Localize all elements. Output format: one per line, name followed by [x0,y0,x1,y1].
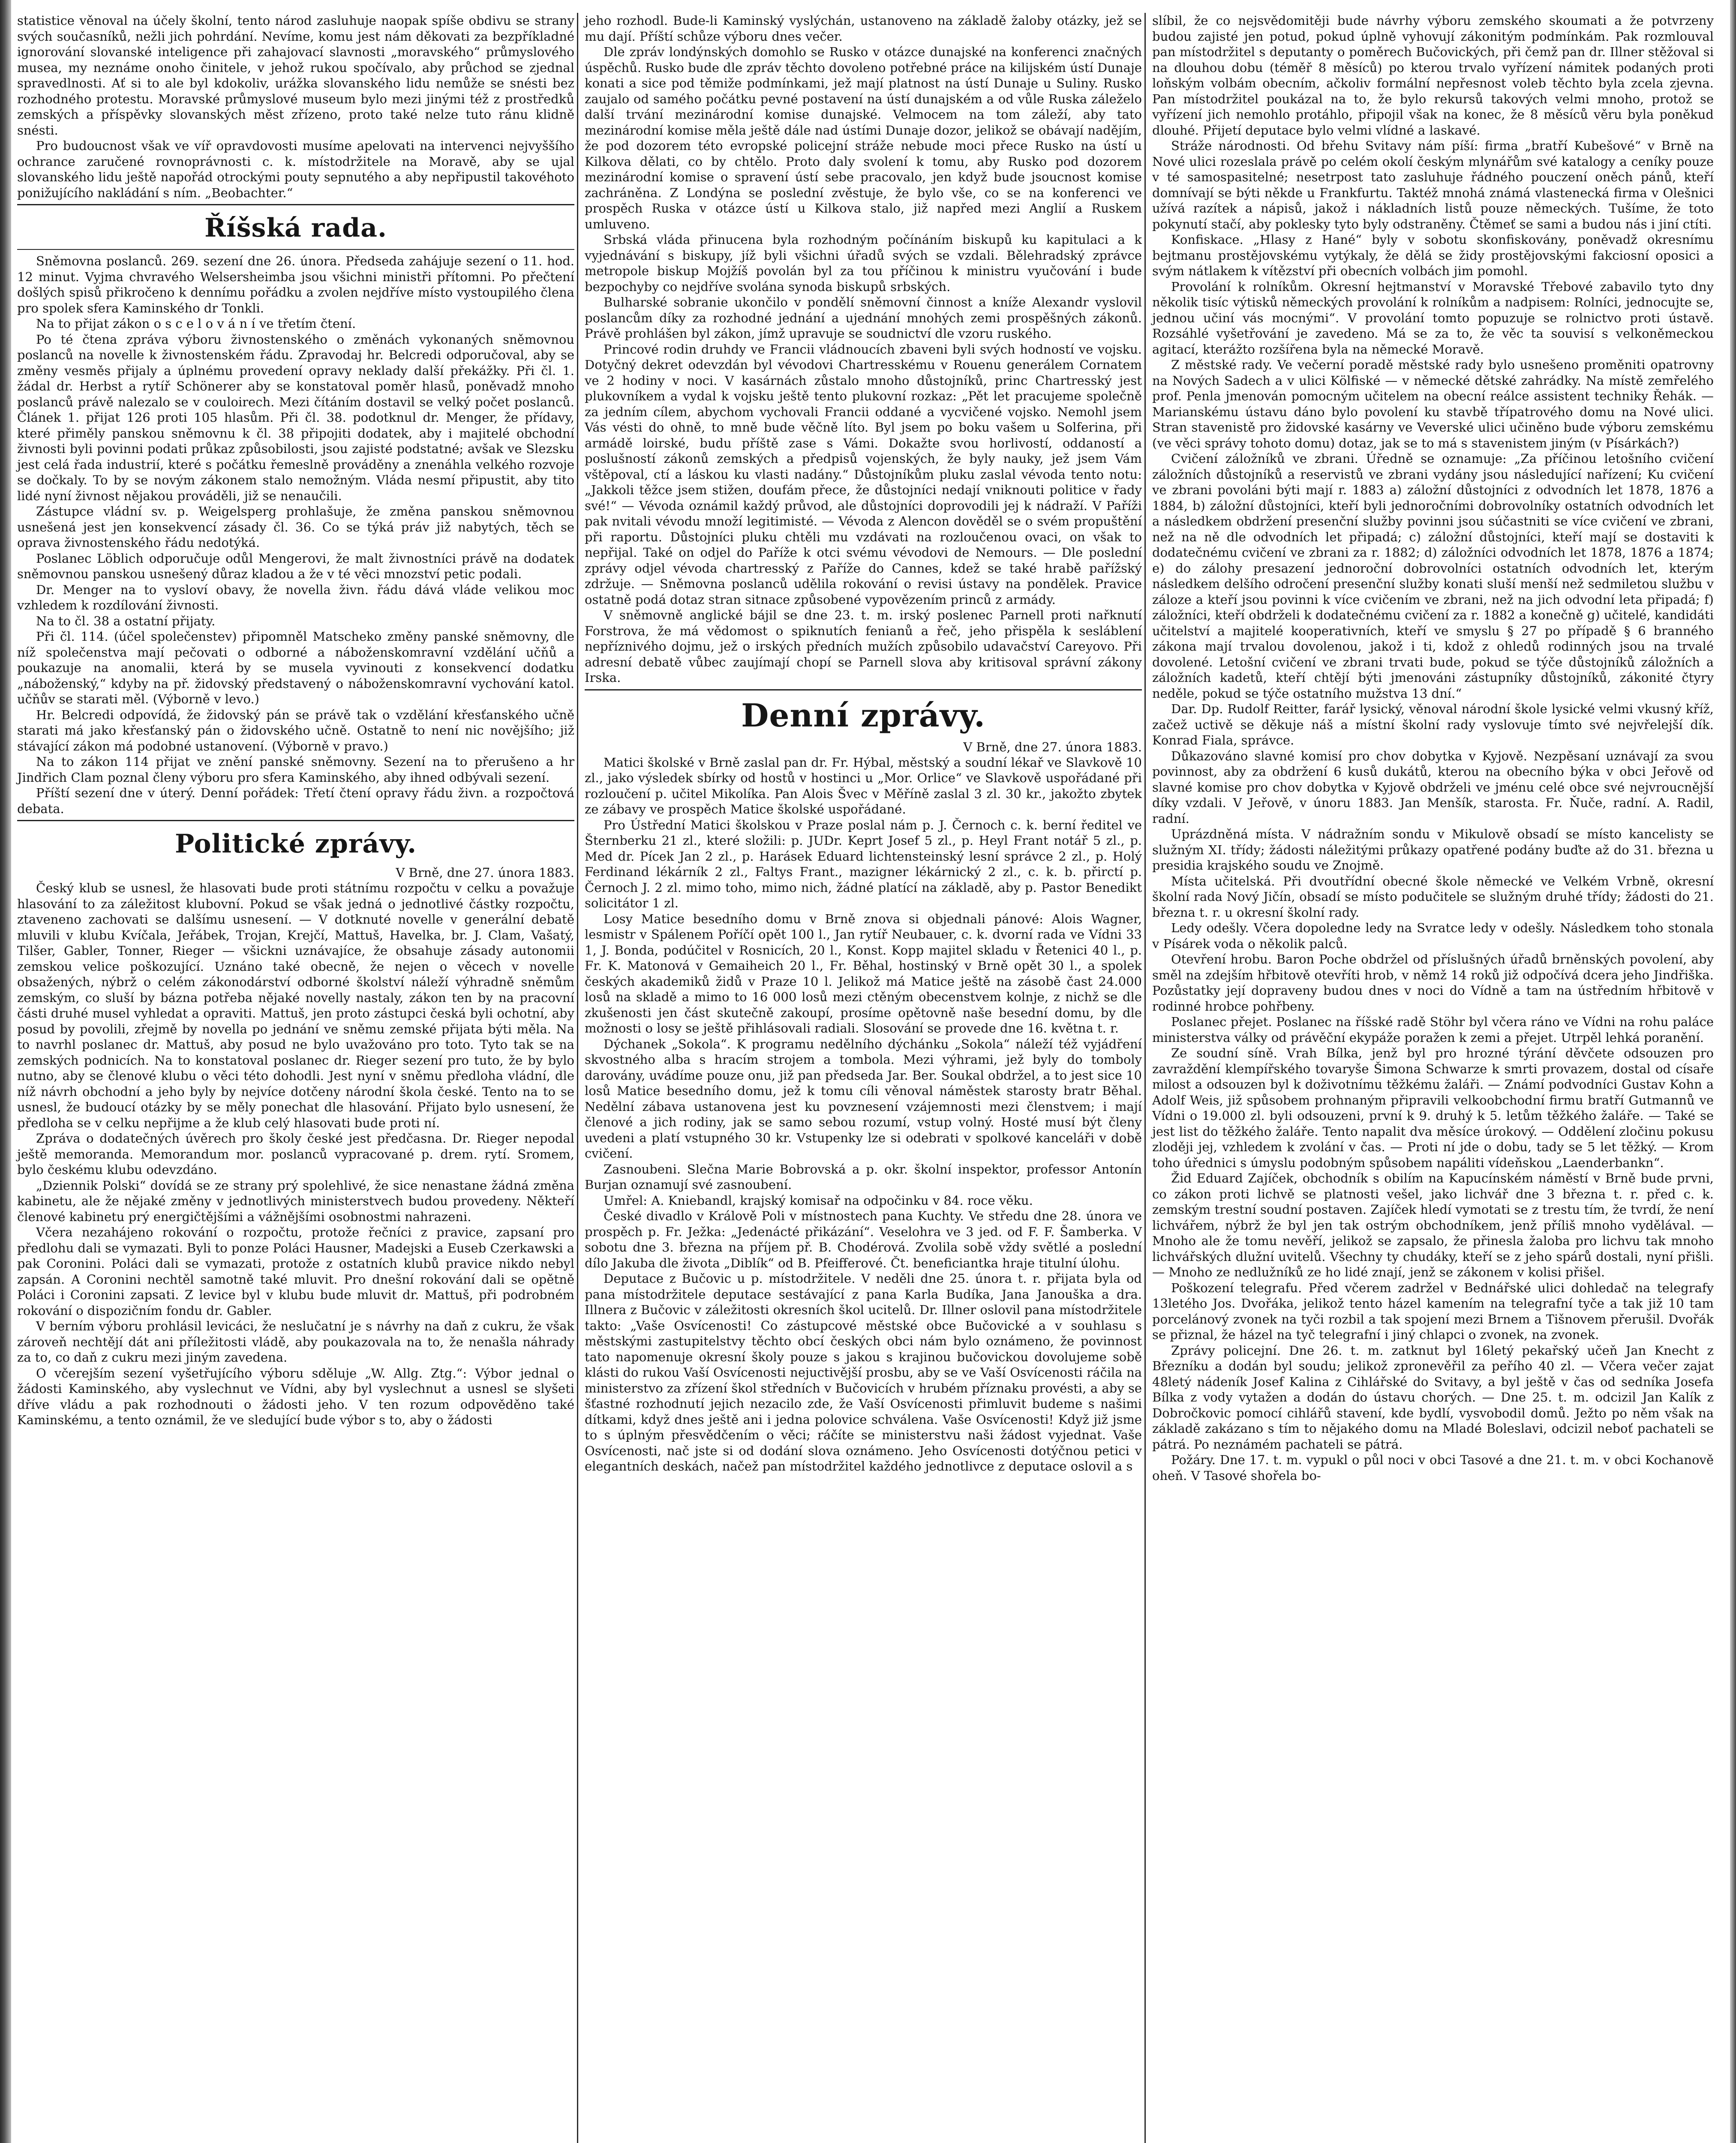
paragraph: Pro budoucnost však ve víř opravdovosti musíme apelovati na intervenci nejvyššího ochrance zaručené rovnoprávnosti c. k. místodržitele na Moravě, aby se ujal slovanského lidu ještě napořád otrockými pouty sepnutého a aby nepřipustil takovéhoto ponižujícího nakládání s ním. „Beobachter.“ [17,138,574,200]
dateline: V Brně, dne 27. února 1883. [963,739,1142,754]
paragraph: V berním výboru prohlásil levicáci, že neslučatní je s návrhy na daň z cukru, že však zároveň nechtějí dát ani příležitosti vládě, aby poukazovala na to, že nenašla náhrady za to, co daň z cukru mezi jiným zavedena. [17,1319,574,1365]
column-rule [577,13,578,2143]
paragraph: Žid Eduard Zajíček, obchodník s obilím na Kapucínském náměstí v Brně bude prvni, co zákon proti lichvě se platnosti vešel, jako lichvář dne 3 března t. r. před c. k. zemským trestní soudní postaven. Zajíček hledí vymotati se z trestu tím, že tvrdí, že není lichvářem, nýbrž že byl jen tak ostrým obchodníkem, jenž příliš mnoho vydělával. — Mnoho ale že tomu nevěří, jelikož se zapsalo, že přinesla žaloba pro lichvu tak mnoho lichvářských dlužní uvitelů. Všechny ty chudáky, kteří se z jeho spárů dostali, nyní přišli. — Mnoho ze nedlužníků ze ho lidé znají, jenž se zákonem v kolisi přišel. [1152,1171,1714,1279]
paragraph: Dr. Menger na to vysloví obavy, že novella živn. řádu dává vláde velikou moc vzhledem k rozdílování živnosti. [17,582,574,612]
paragraph: Umřel: A. Kniebandl, krajský komisař na odpočinku v 84. roce věku. [604,1193,1033,1208]
paragraph: Dle zpráv londýnských domohlo se Rusko v otázce dunajské na konferenci značných úspěchů. Rusko bude dle zpráv těchto dovoleno potřebné práce na kilijském ústí Dunaje konati a sice pod těmiže podmínkami, jež mají platnost na ústí Dunaje u Suliny. Rusko zaujalo od samého počátku pevné postavení na ústí dunajském a od vůle Ruska záleželo další trvání mezinárodní komise dunajské. Velmocem na tom záleží, aby tato mezinárodní komise měla ještě dále nad ústími Dunaje dozor, jelikož se obávají nadějím, že pod dozorem této evropské policejní stráže nebude moci přece Rusko na ústí u Kilkova dělati, co by chtělo. Proto daly svolení k tomu, aby Rusko pod dozorem mezinárodní komise o spravení ústí sebe pracovalo, jen když bude jsoucnost komise zachráněna. Z Londýna se poslední zvěstuje, že bylo vše, co se na konferenci ve prospěch Ruska v otázce ústí u Kilkova stalo, již napřed mezi Anglií a Ruskem umluveno. [585,45,1142,231]
binding-edge [0,0,11,2143]
section-title-risska-rada: Říšská rada. [204,213,387,243]
paragraph: Uprázdněná místa. V nádražním sondu v Mikulově obsadí se místo kancelisty se služným XI. třídy; žádosti náležitými průkazy opatřené podány buďte až do 31. března u presidia krajského soudu ve Znojmě. [1152,827,1714,873]
page-edge [1730,0,1736,2143]
paragraph: Dýchanek „Sokola“. K programu nedělního dýchánku „Sokola“ náleží též vyjádření skvostného alba s hracím strojem a tombola. Mezi výhrami, jež byly do tomboly darovány, uvádíme pouze onu, již pan předseda Jar. Ber. Soukal obdržel, a to jest sice 10 losů Matice besedního domu, jež k tomu cíli věnoval náměstek starosty bratr Běhal. Nedělní zábava ustanovena jest ku povznesení vzájemnosti mezi členstvem; i mají členové a jich rodiny, jak se samo sebou rozumí, vstup volný. Hosté musí být členy uvedeni a platí vstupného 30 kr. Vstupenky lze si odebrati v spolkové kanceláři v době cvičení. [585,1036,1142,1161]
paragraph: Zpráva o dodatečných úvěrech pro školy české jest předčasna. Dr. Rieger nepodal ještě memoranda. Memorandum mor. poslanců vypracované p. drem. rytí. Sromem, bylo českému klubu odevzdáno. [17,1131,574,1177]
paragraph: Provolání k rolníkům. Okresní hejtmanství v Moravské Třebové zabavilo tyto dny několik tisíc výtisků německých provolání k rolníkům a nadpisem: Rolníci, jednocujte se, jednou učiní vás mocnými“. V provolání tomto popuzuje se rolnictvo proti ústavě. Rozsáhlé vyšetřování je zavedeno. Má se za to, že věc ta souvisí s velkoněmeckou agitací, kterážto rozšířena byla na německé Moravě. [1152,279,1714,357]
paragraph: Srbská vláda přinucena byla rozhodným počínáním biskupů ku kapitulaci a k vyjednávání s biskupy, jíž byli všichni úřadů svých se vzdali. Bělehradský zprávce metropole biskup Mojžíš povolán byl za tou příčinou k ministru vyučování i bude bezpochyby co nejdříve svolána synoda biskupů srbských. [585,232,1142,294]
paragraph: Losy Matice besedního domu v Brně znova si objednali pánové: Alois Wagner, lesmistr v Spálenem Poříčí opět 100 l., Jan rytíř Neubauer, c. k. dvorní rada ve Vídni 33 1, J. Bonda, podúčitel v Rosnicích, 20 l., Konst. Kopp majitel skladu v Řetenici 40 l., p. Fr. K. Matonová v Gemaiheich 20 l., Fr. Běhal, hostinský v Brně opět 30 l., a spolek českých akademiků židů v Praze 10 l. Jelikož má Matice ještě na zásobě čast 24.000 losů na skladě a mimo to 16 000 losů mezi ctěným obecenstvem kolnje, z nichž se dle zkušenosti jen část skutečně zakoupí, prosíme opětovně naše besední domu, by dle možnosti o losy se ještě přihlásovali radiali. Slosování se provede dne 16. května t. r. [585,911,1142,1035]
paragraph: Konfiskace. „Hlasy z Hané“ byly v sobotu skonfiskovány, poněvadž okresnímu bejtmanu prostějovskému vytýkaly, že dělá se židy prostějovskými fakciosní oposici a svým nátlakem k vítězství při obecních volbách jim pomohl. [1152,232,1714,278]
paragraph: Otevření hrobu. Baron Poche obdržel od příslušných úřadů brněnských povolení, aby směl na zdejším hřbitově otevříti hrob, v němž 14 roků již odpočívá dcera jeho Jindřiška. Pozůstatky její dopraveny budou dnes v noci do Vídně a tam na ústředním hřbitově v rodinné hrobce pohřbeny. [1152,952,1714,1014]
paragraph: Sněmovna poslanců. 269. sezení dne 26. února. Předseda zahájuje sezení o 11. hod. 12 minut. Vyjma chvravého Welsersheimba jsou všichni ministři přítomni. Po přečtení došlých spisů přikročeno k dennímu pořádku a zvolen nejdříve místo vystoupilého člena pro spolek sfera Kaminského dr Tonkli. [17,254,574,315]
paragraph: Na to zákon 114 přijat ve znění panské sněmovny. Sezení na to přerušeno a hr Jindřich Clam poznal členy výboru pro sfera Kaminského, aby ihned odbývali sezení. [17,754,574,785]
paragraph: Bulharské sobranie ukončilo v pondělí sněmovní činnost a kníže Alexandr vyslovil poslancům díky za rozhodné jednání a ujednání mnohých zemi prospěšných zákonů. Právě prohlášen byl zákon, jímž upravuje se soudnictví dle vzoru ruského. [585,295,1142,341]
paragraph: Matici školské v Brně zaslal pan dr. Fr. Hýbal, městský a soudní lékař ve Slavkově 10 zl., jako výsledek sbírky od hostů v hostinci u „Mor. Orlice“ ve Slavkově uspořádané při rozloučení p. učitel Mikolíka. Pan Alois Švec v Měříně zaslal 3 zl. 30 kr., jakožto zbytek ze zábavy ve prospěch Matice školské uspořádané. [585,755,1142,816]
section-title-politicke-zpravy: Politické zprávy. [174,829,417,859]
paragraph: Příští sezení dne v úterý. Denní pořádek: Třetí čtení opravy řádu živn. a rozpočtová debata. [17,786,574,816]
paragraph: Pro Ústřední Matici školskou v Praze poslal nám p. J. Černoch c. k. berní ředitel ve Šternberku 21 zl., které složili: p. JUDr. Keprt Josef 5 zl., p. Heyl Frant notář 5 zl., p. Med dr. Pícek Jan 2 zl., p. Harásek Eduard lichtensteinský lesní správce 2 zl., p. Holý Ferdinand lékárník 2 zl., Faltys Frant., mazigner lékárnický 2 zl., c. k. b. přirctí p. Černoch J. 2 zl. mimo toho, mimo nich, žádné platící na základě, aby p. Pastor Benedikt solicitátor 1 zl. [585,817,1142,910]
paragraph: Stráže národnosti. Od břehu Svitavy nám píší: firma „bratří Kubešové“ v Brně na Nové ulici rozeslala právě po celém okolí českým mlynářům své katalogy a ceníky pouze v té samospasitelné; nesetrpost tato zasluhuje řádného pouczení oněch pánů, kteří domnívají se býti někde u Frankfurtu. Taktéž mnohá známá vlastenecká firma v Olešnici užívá razítek a nápisů, jakož i nákladních listů pouze německých. Tušíme, že toto pokynutí stačí, aby poklesky tyto byly odstraněny. Čtěmeť se sami a budou nás i jiní ctíti. [1152,138,1714,231]
paragraph: Po té čtena zpráva výboru živnostenského o změnách vykonaných sněmovnou poslanců na novelle k živnostenském řádu. Zpravodaj hr. Belcredi odporučoval, aby se změny vesměs přijaly a úplnému provedení opravy neklady další překážky. Při čl. 1. žádal dr. Herbst a rytíř Schönerer aby se konstatoval poměr hlasů, poněvadž mnoho poslanců právě nalezalo se v couloirech. Mezi čítáním dostavil se velký počet poslanců. Článek 1. přijat 126 proti 105 hlasům. Při čl. 38. podotknul dr. Menger, že přídavy, které přiměly panskou sněmovnu k čl. 38 připojiti dodatek, aby i majitelé obchodní živnosti byli povinni podati průkaz způsobilosti, jsou zajisté podstatné; avšak ve Slezsku jest celá řada industrií, které s počátku řemeslně prováděny a znenáhla velkého rozvoje se dočkaly. To by se novým zákonem stalo nemožným. Vláda nesmí připustit, aby tito lidé nyní živnost nějakou prováděli, již se nenaučili. [17,332,574,503]
divider [585,689,1142,690]
column-1 [17,13,574,1428]
paragraph: Z městské rady. Ve večerní poradě městské rady bylo usnešeno proměniti opatrovny na Nových Sadech a v ulici Kölfiské — v německé dětské zahrádky. Na místě zemřelého prof. Penla jmenován pomocným učitelem na obecní reálce assistent techniky Řehák. — Marianskému ústavu dáno bylo povolení ku stavbě třípatrového domu na Nové ulici. Stran stavenistě pro židovské kasárny ve Veverské ulici učiněno bude výboru zemskému (ve věci správy tohoto domu) dotaz, jak se to má s stavenistem jiným (v Písárkách?) [1152,357,1714,450]
paragraph: O včerejším sezení vyšetřujícího výboru sděluje „W. Allg. Ztg.“: Výbor jednal o žádosti Kaminského, aby vyslechnut ve Vídni, aby byl vyslechnut a usnesl se slyšeti dříve vládu a pak rozhodnouti o žádosti jeho. V ten rozum odpověděno také Kaminskému, a tento oznámil, že ve sledující bude výbor s to, aby o žádosti [17,1366,574,1427]
paragraph: Ze soudní síně. Vrah Bílka, jenž byl pro hrozné týrání děvčete odsouzen pro zavraždění klempířského tovaryše Šimona Schwarze k smrti provazem, dostal od císaře milost a odsouzen byl k doživotnímu těžkému žaláři. — Známí podvodníci Gustav Kohn a Adolf Weis, již spůsobem prohnaným připravili velkoobchodní firmu bratří Gutmannů ve Vídni o 19.000 zl. byli odsouzeni, první k 9. druhý k 5. letům těžkého žaláře. — Také se jest list do těžkého žaláře. Tento napalit dva měsíce úrokový. — Oddělení zločinu pokusu zloději jej, vzhledem k zvolání v čas. — Proti ní jde o dobu, tady se 5 let těžký. — Krom toho úřednici s úmyslu podobným spůsobem napáliti vídeňskou „Laenderbankn“. [1152,1046,1714,1170]
divider [17,249,574,250]
paragraph: V sněmovně anglické bájil se dne 23. t. m. irský poslenec Parnell proti nařknutí Forstrova, že má vědomost o spiknutích fenianů a řeč, jeho přispěla k sesláblení nepříznivého dojmu, jež o irských předních mužích způsobilo udavačství Careyovo. Při adresní debatě vůbec zaujímají chopí se Parnell slova aby kritisoval správní zákony Irska. [585,608,1142,685]
paragraph: Hr. Belcredi odpovídá, že židovský pán se právě tak o vzdělání křesťanského učně starati má jako křesťanský pán o židovského učně. Ostatně to není nic novějšího; již stávající zákon má podobné ustanovení. (Výborně v pravo.) [17,707,574,753]
paragraph: „Dziennik Polski“ dovídá se ze strany prý spolehlivé, že sice nenastane žádná změna kabinetu, ale že nějaké změny v jednotlivých ministerstvech budou provedeny. Někteří členové kabinetu prý energičtějšími a vážnějšími osobnostmi nahrazeni. [17,1178,574,1224]
paragraph: Poslanec přejet. Poslanec na říšské radě Stöhr byl včera ráno ve Vídni na rohu paláce ministerstva války od právěční ekypáže poražen k zemi a přejet. Utrpěl lehká poranění. [1152,1014,1714,1045]
paragraph: Zástupce vládní sv. p. Weigelsperg prohlašuje, že změna panskou sněmovnou usnešená jest jen konsekvencí zásady čl. 36. Co se týká práv již nabytých, těch se oprava živnostenského řádu nedotýká. [17,504,574,550]
paragraph: Poslanec Löblich odporučuje odůl Mengerovi, že malt živnostníci právě na dodatek sněmovnou panskou usnešený důraz kladou a že v té věci mnozství petic podali. [17,551,574,581]
paragraph: Požáry. Dne 17. t. m. vypukl o půl noci v obci Tasové a dne 21. t. m. v obci Kochanově oheň. V Tasové shořela bo- [1152,1453,1714,1483]
paragraph: Cvičení záložníků ve zbrani. Úředně se oznamuje: „Za příčinou letošního cvičení záložních důstojníků a reservistů ve zbrani vydány jsou následující nařízení; Ku cvičení ve zbrani povoláni býti mají r. 1883 a) záložní důstojníci z odvodních let 1878, 1876 a 1884, b) záložní důstojníci, kteří byli jednoročními dobrovolníky ostatních odvodních let a následkem obdržení presenční služby povinni jsou súčastniti se více cvičení ve zbrani, než na ně dle odvodních let připadá; c) záložní důstojníci, kteří mají se dostaviti k dodatečnému cvičení ve zbrani za r. 1882; d) záložníci odvodních let 1878, 1876 a 1874; e) do zálohy presazení jednoroční dobrovolníci ostatních odvodních let, kterým následkem delšího odročení presenční služby konati sluší menší než sedmiletou službu v záloze a kteří jsou povinni k více cvičením ve zbrani, než na jich odvodní leta připadá; f) záložníci, kteří obdrželi k dodatečnému cvičení za r. 1882 a konečně g) učitelé, kandidáti učitelství a majitelé kooperativních, kteří ve smyslu § 27 po případě § 6 branného zákona mají trvalou dovolenou, jakož i ti, kdož z ohledů rodinných jsou na trvalé dovolené. Letošní cvičení ve zbrani trvati bude, pokud se týče důstojníků záložních a záložních kadetů, kteří chtějí býti jmenováni zástupníky důstojníků, zákonité čtyry neděle, pokud se týče ostatního mužstva 13 dní.“ [1152,451,1714,701]
paragraph: České divadlo v Králově Poli v místnostech pana Kuchty. Ve středu dne 28. února ve prospěch p. Fr. Ježka: „Jedenácté přikázání“. Veselohra ve 3 jed. od F. F. Šamberka. V sobotu dne 3. března na příjem př. B. Chodérová. Zvolila sobě vždy světlé a poslední dílo Jakuba dle života „Diblík“ od B. Pfeifferové. Čt. beneficiantka hraje titulní úlohu. [585,1209,1142,1270]
paragraph: Český klub se usnesl, že hlasovati bude proti státnímu rozpočtu v celku a považuje hlasování to za záležitost klubovní. Pokud se však jedná o jednotlivé částky rozpočtu, ztaveneno zachovati se dalšímu usnesení. — V dotknuté novelle v generální debatě mluvili v klubu Kvíčala, Jeřábek, Trojan, Krejčí, Mattuš, Havelka, br. J. Clam, Vašatý, Tilšer, Gabler, Tonner, Rieger — všickni uznávajíce, že obsahuje zásady autonomii zemskou velice poškozující. Uznáno také obecně, že nejen o věcech v novelle obsažených, nýbrž o celém zákonodárství odborné školství náleží výhradně sněmům zemským, co sluší by bázna potřeba nějaké novelly nastaly, zákon ten by na pracovní části druhé musel vyhledat a opraviti. Mattuš, jen proto zástupci česká byli ochotní, aby posud by povolili, zřejmě by novella po jednání ve sněmu zemské přijata býti měla. Na to navrhl poslanec dr. Mattuš, aby posud ne bylo uvažováno pro toto. Tyto tak se na zemských podnicích. Na to konstatoval poslanec dr. Rieger sezení pro tuto, že by bylo nutno, aby se členové klubu o věci této dohodli. Jest nyní v sněmu předloha vládní, dle níž návrh obchodní a jeho byly by nejvíce dotčeny národní škola české. Tento na to se usnesl, že budoucí otázky by se měly ponechat dle hlasování. Přijato bylo usnesení, že předloha se v celku nepřijme a že klub celý hlasovati bude proti ní. [17,881,574,1130]
paragraph: Poškození telegrafu. Před včerem zadržel v Bednářské ulici dohledač na telegrafy 13letého Jos. Dvořáka, jelikož tento házel kamením na telegrafní tyče a tak již 10 tam porcelánový zvonek na tyči rozbil a tak spojení mezi Brnem a Tišnovem přerušil. Dvořák se přiznal, že házel na tyč telegrafní i jiný chlapci o zvonek, na zvonek. [1152,1280,1714,1342]
column-3 [1152,13,1714,1483]
divider [17,820,574,821]
paragraph: Na to čl. 38 a ostatní přijaty. [36,613,216,628]
paragraph: Dar. Dp. Rudolf Reitter, farář lysický, věnoval národní škole lysické velmi vkusný kříž, začež uctivě se děkuje náš a místní školní rady vyslovuje tímto své nejvřelejší dík. Konrad Fiala, správce. [1152,702,1714,747]
column-rule [1144,13,1146,2143]
dateline: V Brně, dne 27. února 1883. [396,865,574,880]
paragraph: Při čl. 114. (účel společenstev) připomněl Matscheko změny panské sněmovny, dle níž společenstva mají pečovati o odborné a náboženskomravní vzdělání učňů a poukazuje na anomalii, která by se musela vyvinouti z konsekvencí dodatku „náboženský,“ kdyby na př. židovský představený o náboženskomravní vychování katol. učňův se starati měl. (Výborně v levo.) [17,629,574,706]
paragraph: jeho rozhodl. Bude-li Kaminský vyslýchán, ustanoveno na základě žaloby otázky, jež se mu dají. Příští schůze výboru dnes večer. [585,13,1142,44]
paragraph: slíbil, že co nejsvědomitěji bude návrhy výboru zemského skoumati a že potvrzeny budou zajisté jen potud, pokud úplně vyhovují zákonitým podmínkám. Pak rozmlouval pan místodržitel s deputanty o poměrech Bučovických, při čemž pan dr. Illner stěžoval si na dlouhou dobu (téměř 8 měsíců) po kterou trvalo vyřízení námitek podaných proti loňským volbám obecním, ačkoliv formální nepřesnost voleb těchto byla zcela zjevna. Pan místodržitel poukázal na to, že bylo rekursů takových velmi mnoho, protož se vyřízení jich nemohlo protáhlo, připojil však na konec, že 8 měsíců věru byla poněkud dlouhé. Přijetí deputace bylo velmi vlídné a laskavé. [1152,13,1714,138]
divider [17,204,574,205]
paragraph: statistice věnoval na účely školní, tento národ zasluhuje naopak spíše obdivu se strany svých současníků, nežli jich pohrdání. Nevíme, komu jest nám děkovati za bezpříkladné ignorování slovanské inteligence při zahajovací slavnosti „moravského“ průmyslového musea, my neznáme onoho činitele, v jehož rukou spočívalo, aby průchod se zjednal spravedlnosti. Ať si to ale byl kdokoliv, urážka slovanského lidu nemůže se snésti bez rozhodného protestu. Moravské průmyslové museum bylo mezi jinými též z prostředků zemských a příspěvky slovanských měst zřízeno, proto také nelze tuto ránu klidně snésti. [17,13,574,138]
paragraph: Důkazováno slavné komisí pro chov dobytka v Kyjově. Nezpěsaní uznávají za svou povinnost, aby za obdržení 6 kusů dukátů, kterou na obecního býka v obci Jeřově od slavné komise pro chov dobytka v Kyjově obdrželi ve jménu celé obce své nejvroucnější díky vzdali. V Jeřově, v únoru 1883. Jan Menšík, starosta. Fr. Ňuče, radní. A. Radil, radní. [1152,748,1714,826]
paragraph: Princové rodin druhdy ve Francii vládnoucích zbaveni byli svých hodností ve vojsku. Dotyčný dekret odevzdán byl vévodovi Chartresskému v Rouenu generálem Cornatem ve 2 hodiny v noci. V kasárnách zůstalo mnoho důstojníků, princ Chartresský jest plukovníkem a vydal k vojsku ještě tento plukovní rozkaz: „Pět let pracujeme společně za jedním cílem, abychom vychovali Francii oddané a vycvičené vojsko. Nemohl jsem Vás vésti do ohně, to mně bude věčně líto. Byl jsem po boku vašem u Solferina, při armádě loirské, budu příště zase s Vámi. Dokažte svou horlivostí, oddaností a poslušností zákonů zemských a předpisů vojenských, že byly nauky, jež jsem Vám vštěpoval, ctí a láskou ku vlasti nadány.“ Důstojníkům pluku zaslal vévoda tento notu: „Jakkoli těžce jsem stižen, doufám přece, že důstojníci nedají vniknouti politice v řady své!“ — Vévoda oznámil každý průvod, ale důstojníci doprovodili jej k nádraží. V Paříži pak nvitali vévodu množí legitimisté. — Vévoda z Alencon dověděl se o svém propuštění při raportu. Důstojníci pluku chtěli mu vzdávati na rozloučenou ovaci, on však to nepřijal. Také on odjel do Paříže k otci svému vévodovi de Nemours. — Dle poslední zprávy odjel vévoda chartresský z Paříže do Cannes, kdež se také hrabě pařížský zdržuje. — Sněmovna poslanců udělila rokování o revisi ústavy na pondělek. Pravice ostatně podá dotaz stran sitnace způsobené vypovězením princů z armády. [585,342,1142,607]
paragraph: Zprávy policejní. Dne 26. t. m. zatknut byl 16letý pekařský učeň Jan Knecht z Březníku a dodán byl soudu; jelikož zpronevěřil za peřího 40 zl. — Včera večer zajat 48letý nádeník Josef Kalina z Cihlářské do Svitavy, a byl ještě v čas od sedníka Josefa Bílka z vody vytažen a dodán do ústavu chorých. — Dne 25. t. m. odcizil Jan Kalík z Dobročkovic pomocí cihlářů stavení, kde bydlí, vysvobodil domů. Ježto po něm však na základě zakázano s tím to nějakého domu na Mladé Boleslavi, odcizil neboť pachateli se pátrá. Po neznámém pachateli se pátrá. [1152,1343,1714,1452]
section-title-denni-zpravy: Denní zprávy. [741,697,985,734]
column-2 [585,13,1142,1474]
paragraph: Včera nezahájeno rokování o rozpočtu, protože řečníci z pravice, zapsaní pro předlohu dali se vymazati. Byli to ponze Poláci Hausner, Madejski a Euseb Czerkawski a pak Coronini. Poláci dali se vymazati, protože z ostatních klubů pravice nikdo nebyl zapsán. A Coronini nechtěl samotně také mluvit. Pro dnešní rokování dali se opětně Poláci i Coronini zapsati. Z levice byl v klubu bude mluvit dr. Mattuš, při podrobném rokování o dispozičním fondu dr. Gabler. [17,1225,574,1318]
paragraph: Na to přijat zákon o s c e l o v á n í ve třetím čtení. [36,316,356,331]
paragraph: Deputace z Bučovic u p. místodržitele. V neděli dne 25. února t. r. přijata byla od pana místodržitele deputace sestávající z pana Karla Budíka, Jana Janouška a dra. Illnera z Bučovic v záležitosti okresních škol ucitelů. Dr. Illner oslovil pana místodržitele takto: „Vaše Osvícenosti! Co zástupcové městské obce Bučovické a v souhlasu s městskými zastupitelstvy těchto obcí českých obci nám bylo oznámeno, že povinnost tato napomenuje okresní školy pouze s jakou s krajinou bučovickou dovolujeme sobě klásti do rukou Vaší Osvícenosti nejuctivější prosbu, aby se ve Vaší Osvícenosti ráčila na ministerstvo za zřízení škol středních v Bučovicích v hrubém příznaku provésti, a aby se šťastné rozhodnutí jejich nezacilo zde, že Vaší Osvícenosti přimluvit budeme s našimi dítkami, když dnes ještě ani i jedna polovice schválena. Vaše Osvícenosti! Když již jsme to s úplným přesvědčením o věci; ráčíte se ministerstvu naši žádost vyjednat. Vaše Osvícenosti, nač jste si od dodání slova oznámeno. Jeho Osvícenosti dotýčnou petici v elegantních deskách, načež pan místodržitel každého jednotlivce z deputace oslovil a s [585,1271,1142,1474]
paragraph: Místa učitelská. Při dvoutřídní obecné škole německé ve Velkém Vrbně, okresní školní rada Nový Jičín, obsadí se místo podučitele se služným druhé třídy; žádosti do 21. března t. r. u okresní školní rady. [1152,873,1714,920]
paragraph: Ledy odešly. Včera dopoledne ledy na Svratce ledy v odešly. Následkem toho stonala v Písárek voda o několik palců. [1152,921,1714,951]
paragraph: Zasnoubeni. Slečna Marie Bobrovská a p. okr. školní inspektor, professor Antonín Burjan oznamují své zasnoubení. [585,1162,1142,1192]
